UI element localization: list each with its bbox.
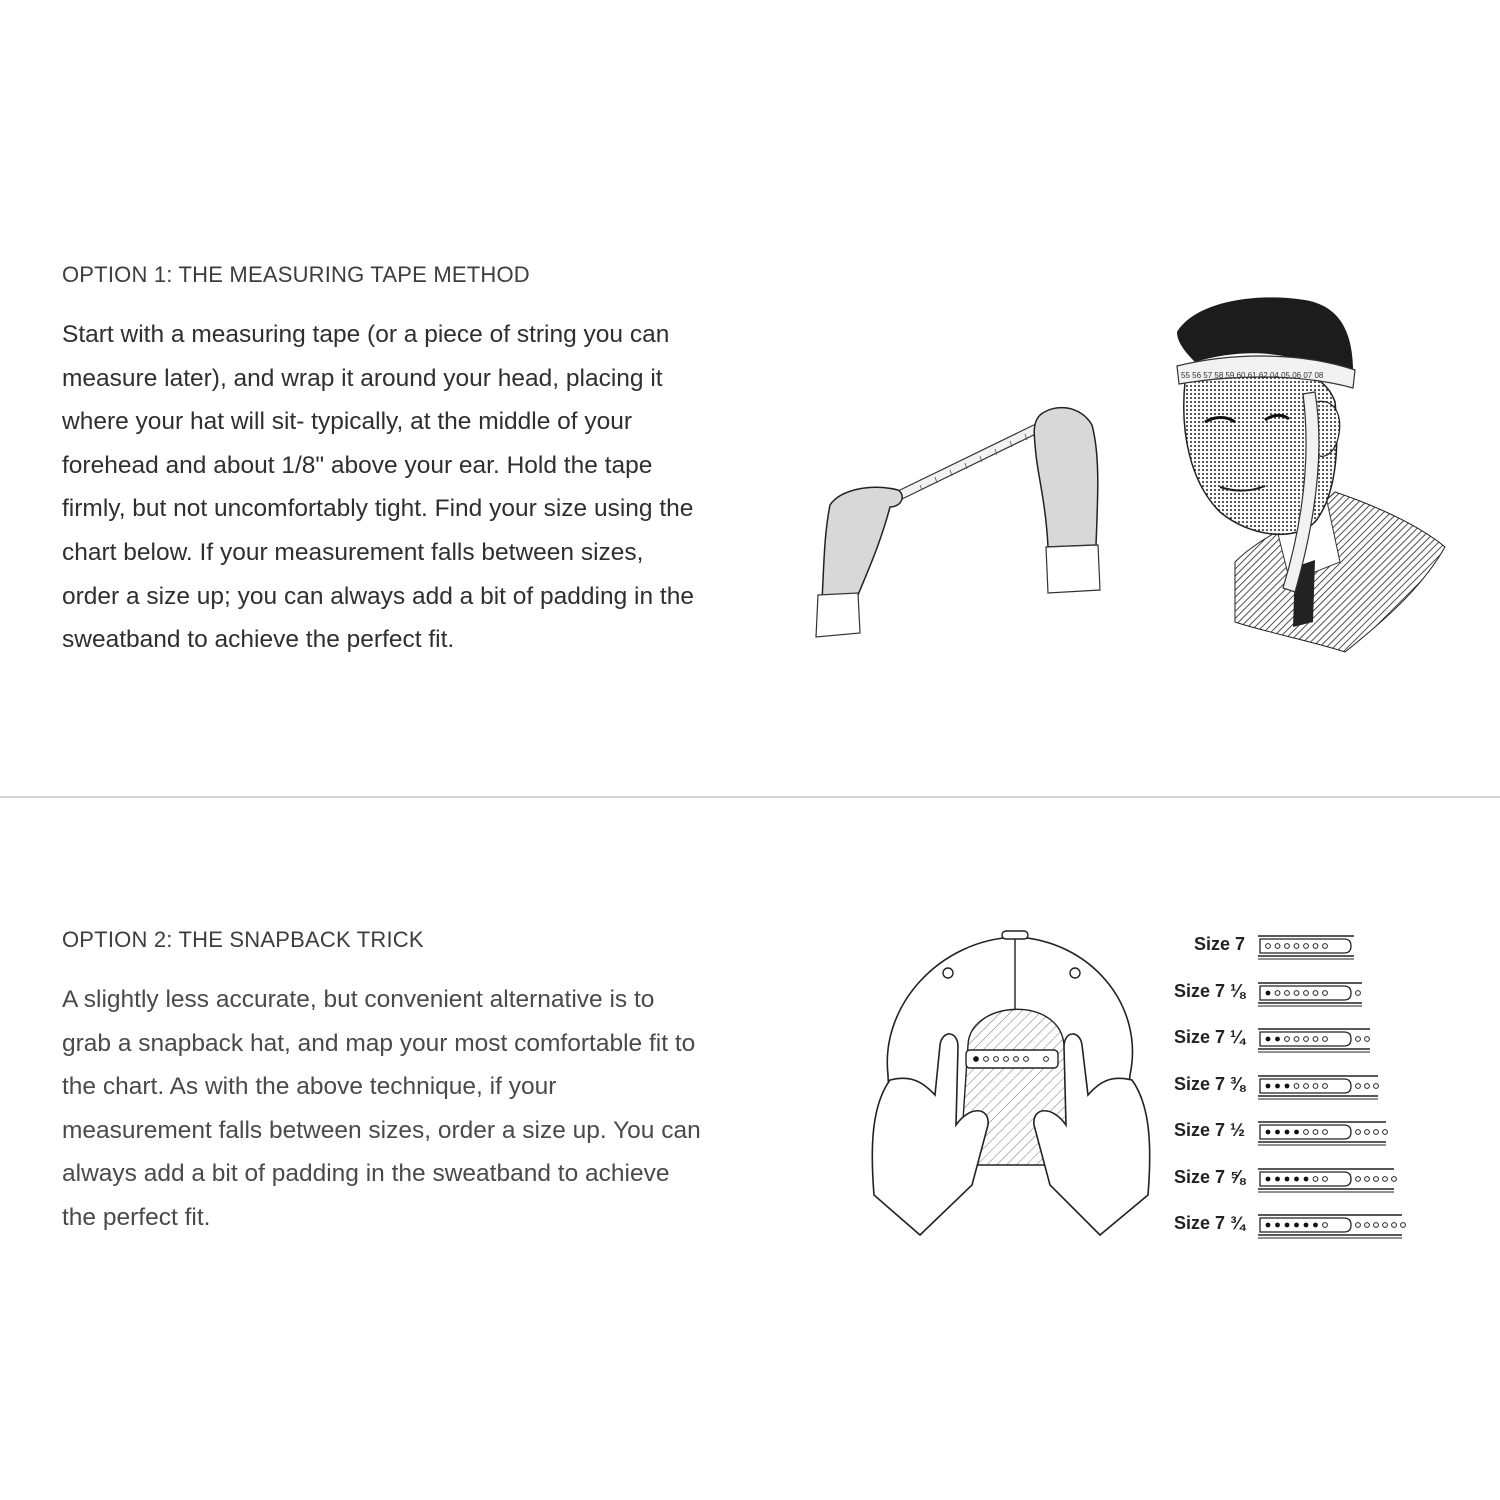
strap-hole [1356,1223,1361,1228]
strap-peg [1275,1223,1280,1228]
strap-hole [1304,1130,1309,1135]
size-label: Size 7 ⅝ [1173,1166,1245,1187]
strap-hole [1285,1037,1290,1042]
size-row [1150,975,1450,1009]
strap-hole [1294,990,1299,995]
strap-hole [1313,990,1318,995]
strap-hole [1294,944,1299,949]
strap-hole [1356,1083,1361,1088]
strap-hole [1294,1083,1299,1088]
strap-hole [1374,1223,1379,1228]
strap-hole [1323,1130,1328,1135]
strap-hole [1304,1037,1309,1042]
strap-hole [1365,1083,1370,1088]
strap-hole [1401,1223,1406,1228]
strap-hole [1304,1083,1309,1088]
strap-hole [1383,1176,1388,1181]
strap-hole [1313,1037,1318,1042]
strap-hole [1323,990,1328,995]
strap-hole [1365,1176,1370,1181]
strap-peg [1285,1083,1290,1088]
strap-hole [1365,1130,1370,1135]
size-label: Size 7 ⅛ [1173,980,1245,1001]
strap-hole [1374,1130,1379,1135]
strap-hole [1304,944,1309,949]
section-divider [0,796,1500,798]
strap-hole [1323,1223,1328,1228]
tape-marks: 55 56 57 58 59 60 61 62 04 05 06 07 08 [1181,371,1324,380]
strap-hole [1313,1176,1318,1181]
size-label: Size 7 ⅜ [1173,1073,1245,1094]
strap-diagram [1256,1161,1421,1195]
strap-peg [1275,1130,1280,1135]
strap-hole [1365,1223,1370,1228]
strap-peg [1285,1130,1290,1135]
size-label: Size 7 ¼ [1173,1027,1245,1047]
strap-peg [1294,1176,1299,1181]
strap-diagram [1256,1021,1421,1055]
option1-heading: OPTION 1: THE MEASURING TAPE METHOD [62,262,530,287]
strap-hole [1374,1083,1379,1088]
hands-with-tape-illustration [810,395,1110,655]
option2-body: A slightly less accurate, but convenient alternative is to grab a snapback hat, and map your most comfortable fit to the chart. As with the above technique, if your measurement falls between sizes, order a size up. You can always add a bit of padding in the sweatband to achieve the perfect fit. [62,986,701,1231]
strap-peg [1266,1083,1271,1088]
strap-hole [1266,944,1271,949]
size-label: Size 7 ½ [1173,1120,1245,1140]
size-row [1150,1114,1450,1148]
size-label: Size 7 ¾ [1173,1213,1245,1233]
size-row [1150,1207,1450,1241]
strap-peg [1275,1176,1280,1181]
strap-diagram [1256,1114,1421,1148]
strap-hole [1323,1083,1328,1088]
strap-diagram [1256,975,1421,1009]
strap-peg [1285,1223,1290,1228]
strap-hole [1356,990,1361,995]
strap-hole [1392,1223,1397,1228]
strap-hole [1365,1037,1370,1042]
size-row [1150,928,1450,962]
strap-peg [1294,1223,1299,1228]
strap-peg [1304,1223,1309,1228]
strap-hole [1294,1037,1299,1042]
strap-hole [1356,1037,1361,1042]
option2-heading: OPTION 2: THE SNAPBACK TRICK [62,927,424,952]
strap-hole [1383,1130,1388,1135]
size-row [1150,1068,1450,1102]
strap-peg [1285,1176,1290,1181]
strap-hole [1323,944,1328,949]
strap-hole [1313,944,1318,949]
size-label: Size 7 [1193,934,1245,954]
strap-hole [1275,990,1280,995]
strap-hole [1323,1037,1328,1042]
strap-peg [1313,1223,1318,1228]
strap-peg [1275,1037,1280,1042]
strap-peg [1266,1223,1271,1228]
strap-hole [1323,1176,1328,1181]
strap-hole [1356,1176,1361,1181]
strap-hole [1313,1083,1318,1088]
strap-hole [1392,1176,1397,1181]
strap-peg [1304,1176,1309,1181]
strap-diagram [1256,1207,1421,1241]
strap-peg [1266,1037,1271,1042]
strap-hole [1383,1223,1388,1228]
option1-body: Start with a measuring tape (or a piece of string you can measure later), and wrap it around your head, placing it where your hat will sit- typically, at the middle of your forehead and about 1/8" above your ear. Hold the tape firmly, but not uncomfortably tight. Find your size using the chart below. If your measurement falls between sizes, order a size up; you can always add a bit of padding in the sweatband to achieve the perfect fit. [62,321,694,654]
strap-hole [1304,990,1309,995]
size-row [1150,1161,1450,1195]
strap-diagram [1256,1068,1421,1102]
strap-peg [1266,1176,1271,1181]
strap-hole [1285,990,1290,995]
strap-hole [1374,1176,1379,1181]
size-row [1150,1021,1450,1055]
strap-hole [1275,944,1280,949]
strap-hole [1356,1130,1361,1135]
strap-hole [1313,1130,1318,1135]
strap-peg [1266,1130,1271,1135]
strap-diagram [1256,928,1421,962]
strap-peg [1266,990,1271,995]
strap-peg [1275,1083,1280,1088]
strap-hole [1285,944,1290,949]
strap-peg [1294,1130,1299,1135]
man-head-illustration [1165,292,1450,682]
snapback-hat-illustration [860,925,1160,1245]
